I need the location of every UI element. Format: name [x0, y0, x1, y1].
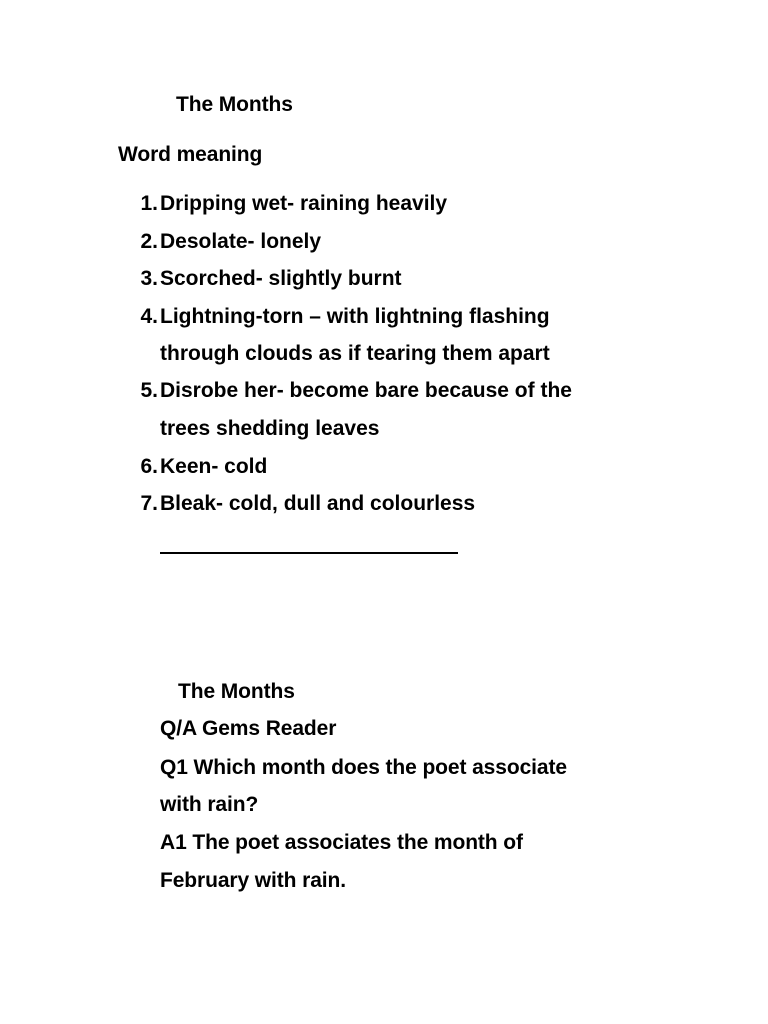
list-item-text: through clouds as if tearing them apart — [160, 342, 550, 365]
word-meaning-heading: Word meaning — [118, 143, 263, 166]
list-item-number: 3. — [140, 267, 158, 290]
list-item-number: 7. — [140, 492, 158, 515]
list-item-number: 4. — [140, 305, 158, 328]
list-item-text: trees shedding leaves — [160, 417, 380, 440]
list-item-text: Bleak- cold, dull and colourless — [160, 492, 476, 515]
list-item-text: Keen- cold — [160, 455, 268, 478]
list-item-text: Dripping wet- raining heavily — [160, 192, 448, 215]
divider-rule — [160, 552, 458, 554]
list-item-text: Desolate- lonely — [160, 230, 322, 253]
answer-1-line-2: February with rain. — [160, 869, 346, 892]
question-1-line-2: with rain? — [160, 793, 259, 816]
list-item-text: Scorched- slightly burnt — [160, 267, 402, 290]
section2-title: The Months — [178, 680, 295, 703]
list-item-text: Disrobe her- become bare because of the — [160, 379, 572, 402]
section2-subtitle: Q/A Gems Reader — [160, 717, 337, 740]
answer-1-line-1: A1 The poet associates the month of — [160, 831, 523, 854]
list-item-text: Lightning-torn – with lightning flashing — [160, 305, 550, 328]
question-1-line-1: Q1 Which month does the poet associate — [160, 756, 567, 779]
section1-title: The Months — [176, 93, 293, 116]
list-item-number: 2. — [140, 230, 158, 253]
list-item-number: 6. — [140, 455, 158, 478]
list-item-number: 1. — [140, 192, 158, 215]
list-item-number: 5. — [140, 379, 158, 402]
